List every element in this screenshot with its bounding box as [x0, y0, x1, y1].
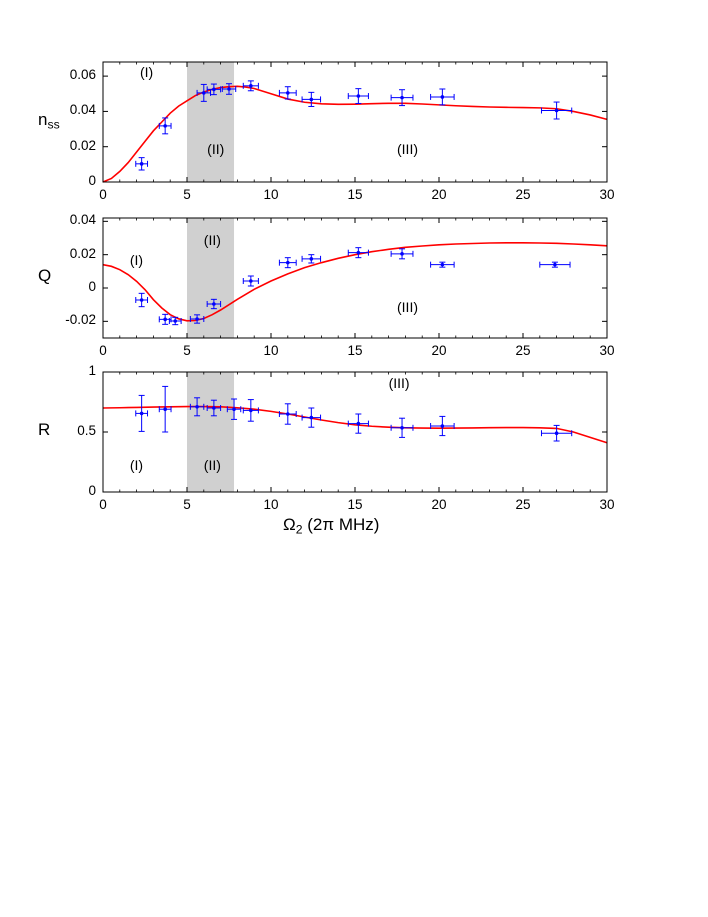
y-axis-label-text: n [38, 110, 48, 129]
region-label: (III) [397, 141, 418, 158]
y-tick-label: 0 [88, 173, 96, 188]
x-tick-label: 0 [99, 497, 107, 512]
y-axis-label-middle [38, 266, 51, 286]
y-tick-label: 0 [88, 483, 96, 498]
region-label: (I) [139, 63, 154, 80]
region-label: (III) [388, 375, 410, 391]
y-axis-label-top [38, 110, 60, 132]
x-tick-label: 15 [347, 343, 363, 358]
y-tick-label: 0.04 [69, 212, 96, 228]
x-tick-label: 30 [599, 187, 615, 202]
x-tick-label: 20 [431, 187, 447, 202]
y-tick-label: 1 [88, 363, 96, 378]
x-axis-label-unit: (2π MHz) [302, 515, 380, 534]
x-tick-label: 20 [431, 343, 447, 358]
region-label: (II) [207, 141, 225, 158]
y-tick-label: 0.02 [69, 137, 96, 153]
x-tick-label: 20 [431, 497, 447, 512]
x-tick-label: 5 [183, 187, 191, 202]
axes-frame [103, 62, 607, 182]
shaded-region-ii [187, 372, 234, 492]
axes-frame [103, 218, 607, 338]
plot-panel-top [102, 61, 608, 183]
x-tick-label: 25 [515, 187, 531, 202]
x-tick-label: 30 [599, 343, 615, 358]
shaded-region-ii [187, 62, 234, 182]
x-tick-label: 15 [347, 497, 363, 512]
x-tick-label: 15 [347, 187, 363, 202]
plot-panel-middle [102, 217, 608, 339]
x-tick-label: 10 [263, 343, 279, 358]
x-tick-label: 0 [99, 187, 107, 202]
y-axis-label-subscript: ss [47, 117, 60, 132]
y-axis-label-text: R [38, 420, 51, 439]
x-tick-label: 10 [263, 497, 279, 512]
y-axis-label-bottom [38, 420, 50, 440]
x-tick-label: 5 [183, 497, 191, 512]
x-axis-label-symbol: Ω [283, 515, 296, 534]
region-label: (I) [129, 252, 144, 269]
y-tick-label: 0.02 [69, 245, 96, 261]
theory-curve [103, 86, 607, 182]
x-tick-label: 25 [515, 343, 531, 358]
y-tick-label: 0 [88, 279, 96, 294]
y-tick-label: 0.04 [69, 102, 96, 118]
y-tick-label: 0.06 [69, 67, 96, 83]
y-axis-label-text: Q [38, 266, 52, 285]
region-label: (II) [203, 232, 221, 249]
plot-panel-bottom [102, 371, 608, 493]
region-label: (II) [203, 456, 221, 473]
x-tick-label: 10 [263, 187, 279, 202]
x-tick-label: 30 [599, 497, 615, 512]
x-tick-label: 0 [99, 343, 107, 358]
region-label: (I) [129, 456, 144, 473]
theory-curve [103, 407, 607, 443]
x-tick-label: 5 [183, 343, 191, 358]
x-axis-label [283, 515, 379, 537]
y-tick-label: 0.5 [77, 423, 96, 438]
y-tick-label: -0.02 [65, 312, 96, 328]
theory-curve [103, 243, 607, 321]
axes-frame [103, 372, 607, 492]
region-label: (III) [397, 299, 418, 315]
x-axis-label-subscript: 2 [295, 522, 303, 537]
x-tick-label: 25 [515, 497, 531, 512]
